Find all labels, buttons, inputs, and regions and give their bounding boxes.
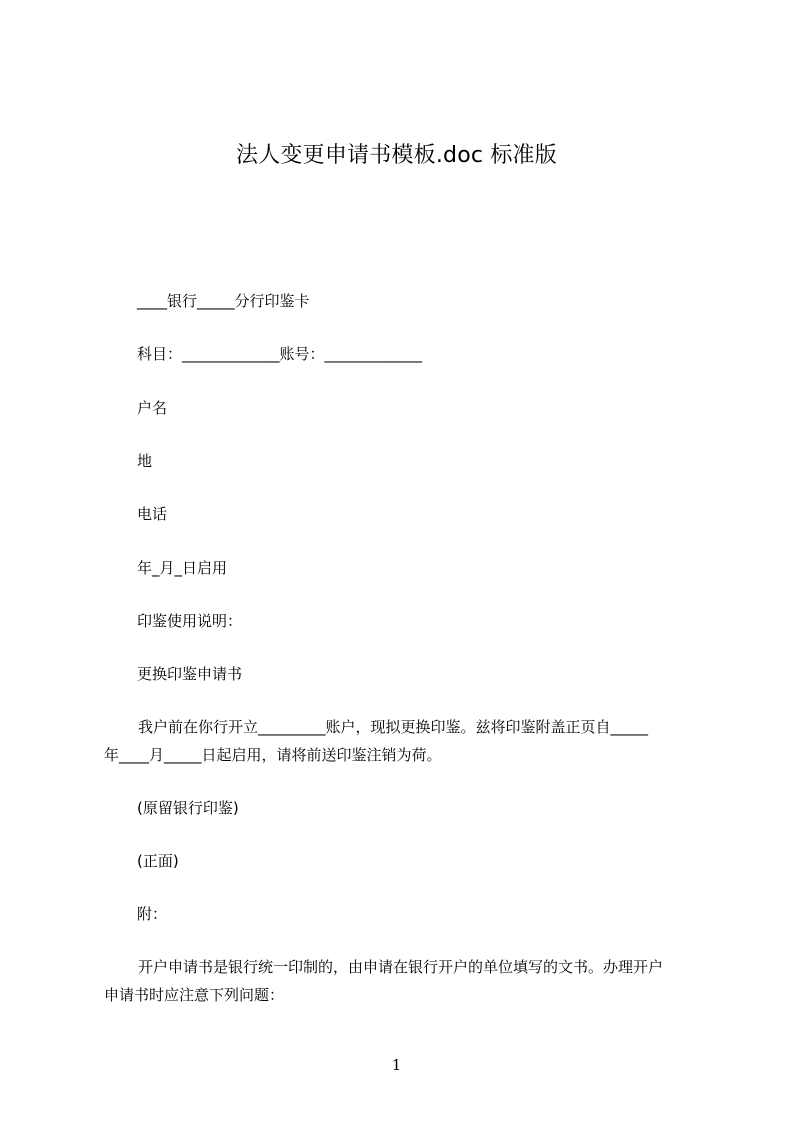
paragraph-line: 我户前在你行开立_________账户，现拟更换印鉴。兹将印鉴附盖正页自_____ [138, 718, 649, 736]
seal-change-application-heading: 更换印鉴申请书 [137, 665, 243, 683]
seal-change-paragraph [104, 713, 704, 769]
paragraph-line: 申请书时应注意下列问题： [104, 986, 285, 1004]
front-side-line: (正面) [137, 852, 179, 870]
page-number: 1 [391, 1056, 402, 1074]
subject-account-line: 科目：_____________账号：_____________ [137, 345, 423, 363]
paragraph-line: 年____月_____日起启用，请将前送印鉴注销为荷。 [104, 746, 442, 764]
account-name-line: 户名 [137, 399, 168, 417]
account-application-paragraph [104, 953, 704, 1009]
paragraph-line: 开户申请书是银行统一印制的，由申请在银行开户的单位填写的文书。办理开户 [138, 958, 664, 976]
seal-card-line: ____银行_____分行印鉴卡 [137, 292, 310, 310]
phone-line: 电话 [137, 505, 168, 523]
original-seal-line: (原留银行印鉴) [137, 799, 239, 817]
attachment-line: 附： [137, 905, 168, 923]
address-line: 地 [137, 452, 153, 470]
document-title: 法人变更申请书模板.doc 标准版 [236, 143, 557, 168]
start-date-line: 年_月_日启用 [137, 559, 228, 577]
seal-usage-note-line: 印鉴使用说明： [137, 612, 243, 630]
